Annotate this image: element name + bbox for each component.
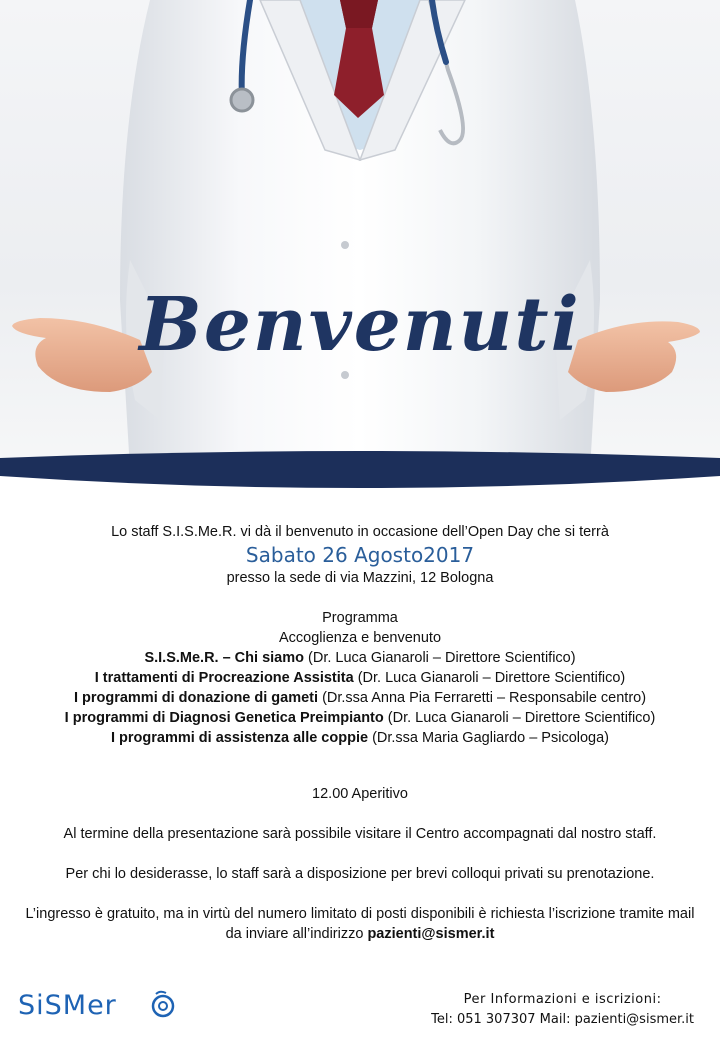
- program-item: [0, 688, 720, 708]
- program-heading: Programma: [322, 610, 398, 626]
- program-item: [0, 708, 720, 728]
- navy-swoosh-band: [0, 448, 720, 504]
- program-item-speaker: (Dr.ssa Anna Pia Ferraretti – Responsabile centro): [318, 690, 647, 706]
- logo-text: SiSMer: [18, 990, 117, 1021]
- hero-image: [0, 0, 720, 470]
- intro-line: Lo staff S.I.S.Me.R. vi dà il benvenuto in occasione dell’Open Day che si terrà: [111, 524, 609, 540]
- footer-info-heading: Per Informazioni e iscrizioni:: [463, 992, 662, 1007]
- registration-email-link[interactable]: pazienti@sismer.it: [367, 926, 495, 942]
- welcome-title: Benvenuti: [139, 282, 581, 368]
- program-item-speaker: (Dr. Luca Gianaroli – Direttore Scientifico): [303, 650, 576, 666]
- footer-contact-info: [431, 990, 694, 1030]
- sismer-logo: [18, 988, 178, 1024]
- doctor-illustration: [0, 0, 720, 470]
- program-item-speaker: (Dr. Luca Gianaroli – Direttore Scientifico): [353, 670, 626, 686]
- event-location: presso la sede di via Mazzini, 12 Bologna: [226, 570, 494, 586]
- ingresso-text: L’ingresso è gratuito, ma in virtù del numero limitato di posti disponibili è richiesta l’iscrizione tramite mail da inviare all’indirizzo: [25, 906, 695, 942]
- event-date: Sabato 26 Agosto2017: [245, 543, 475, 567]
- ingresso-note: [0, 904, 720, 944]
- invitation-body: [0, 522, 720, 944]
- program-welcome: Accoglienza e benvenuto: [278, 630, 442, 646]
- program-item-title: I programmi di donazione di gameti: [73, 690, 319, 706]
- program-item: [0, 668, 720, 688]
- program-item-title: I programmi di assistenza alle coppie: [110, 730, 369, 746]
- program-item: [0, 728, 720, 748]
- colloqui-note: Per chi lo desiderasse, lo staff sarà a disposizione per brevi colloqui privati su prenotazione.: [65, 866, 655, 882]
- program-item-speaker: (Dr. Luca Gianaroli – Direttore Scientifico): [383, 710, 656, 726]
- aperitivo-line: 12.00 Aperitivo: [312, 786, 408, 802]
- visit-note: Al termine della presentazione sarà possibile visitare il Centro accompagnati dal nostro staff.: [63, 826, 657, 842]
- program-item-title: S.I.S.Me.R. – Chi siamo: [144, 650, 304, 666]
- footer-contacts: Tel: 051 307307 Mail: pazienti@sismer.it: [431, 1012, 694, 1027]
- program-item-title: I programmi di Diagnosi Genetica Preimpianto: [64, 710, 384, 726]
- program-item: [0, 648, 720, 668]
- program-item-title: I trattamenti di Procreazione Assistita: [94, 670, 354, 686]
- stork-logo-icon: [150, 990, 176, 1020]
- program-item-speaker: (Dr.ssa Maria Gagliardo – Psicologa): [368, 730, 610, 746]
